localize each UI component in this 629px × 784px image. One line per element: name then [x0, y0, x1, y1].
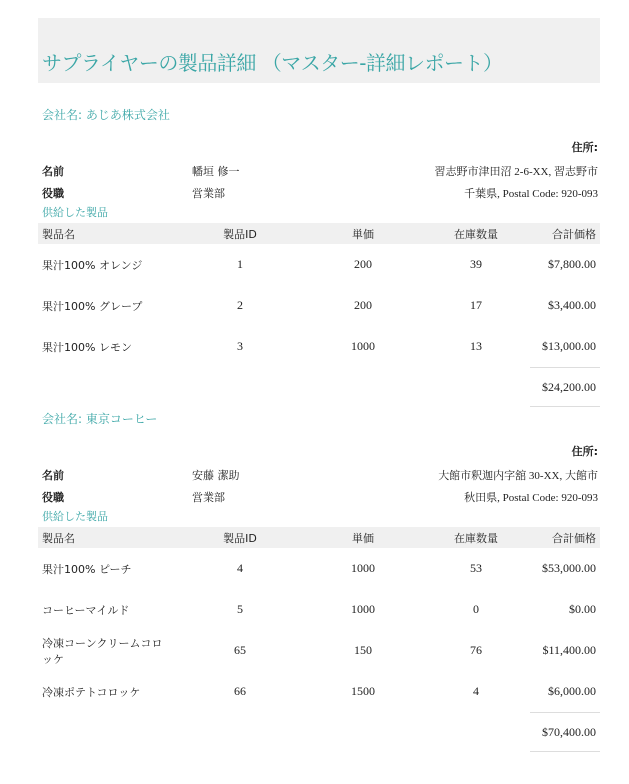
- total-spacer: [38, 368, 530, 407]
- contact-position: 営業部: [192, 187, 225, 200]
- grand-total: $24,200.00: [530, 368, 600, 407]
- products-table: [38, 223, 600, 407]
- cell-stock-quantity: 17: [470, 298, 482, 312]
- contact-position: 営業部: [192, 491, 225, 504]
- cell-total-price: $6,000.00: [548, 684, 596, 698]
- cell-unit-price: 1000: [351, 561, 375, 575]
- cell-unit-price: 1500: [351, 684, 375, 699]
- cell-product-id: 5: [237, 602, 243, 616]
- cell-unit-price: 150: [354, 643, 372, 657]
- cell-product-id: 1: [237, 257, 243, 271]
- table-header-row: [38, 223, 600, 244]
- contact-name: 安藤 潔助: [192, 469, 240, 482]
- cell-product-name: コーヒーマイルド: [42, 603, 130, 617]
- cell-total-price: $7,800.00: [548, 257, 596, 271]
- cell-unit-price: 1000: [351, 339, 375, 354]
- column-header-unit-price: 単価: [304, 223, 422, 244]
- report-title: サプライヤーの製品詳細 （マスター-詳細レポート）: [42, 51, 503, 75]
- address-line-2: 千葉県, Postal Code: 920-093: [464, 188, 598, 200]
- cell-stock-quantity: 53: [470, 561, 482, 575]
- cell-total-price: $0.00: [569, 602, 596, 616]
- total-row: [38, 368, 600, 407]
- cell-unit-price: 200: [354, 298, 372, 312]
- column-header-total: 合計価格: [530, 527, 600, 548]
- cell-product-id: 65: [234, 643, 246, 657]
- column-header-stock: 在庫数量: [422, 527, 530, 548]
- report-page: [38, 18, 600, 752]
- address-line-2: 秋田県, Postal Code: 920-093: [464, 492, 598, 504]
- products-table: [38, 527, 600, 752]
- total-spacer: [38, 713, 530, 752]
- contact-name: 幡垣 修一: [192, 165, 240, 178]
- total-row: [38, 713, 600, 752]
- cell-total-price: $3,400.00: [548, 298, 596, 312]
- column-header-product-name: 製品名: [38, 223, 176, 244]
- cell-product-id: 4: [237, 561, 243, 575]
- table-row: [38, 630, 600, 671]
- cell-stock-quantity: 76: [470, 643, 482, 657]
- position-label: 役職: [42, 187, 64, 200]
- cell-product-id: 3: [237, 339, 243, 354]
- table-row: [38, 671, 600, 713]
- cell-stock-quantity: 4: [473, 684, 479, 699]
- position-label: 役職: [42, 491, 64, 504]
- company-name: 会社名: あじあ株式会社: [42, 108, 170, 122]
- table-row: [38, 548, 600, 589]
- name-label: 名前: [42, 469, 64, 482]
- cell-product-name: 冷凍ポテトコロッケ: [42, 685, 141, 699]
- supplier-info: [38, 429, 600, 504]
- company-name: 会社名: 東京コーヒー: [42, 412, 158, 426]
- cell-product-name: 果汁100% グレープ: [42, 299, 143, 313]
- table-row: [38, 589, 600, 630]
- supplier-section: [38, 409, 600, 752]
- address-line-1: 大館市釈迦内字舘 30-XX, 大館市: [438, 470, 598, 482]
- report-header: [38, 18, 600, 83]
- address-line-1: 習志野市津田沼 2-6-XX, 習志野市: [434, 166, 598, 178]
- supplier-section: [38, 105, 600, 407]
- cell-unit-price: 1000: [351, 602, 375, 616]
- column-header-stock: 在庫数量: [422, 223, 530, 244]
- supplied-products-label: 供給した製品: [42, 510, 108, 523]
- column-header-unit-price: 単価: [304, 527, 422, 548]
- cell-product-name: 果汁100% ピーチ: [42, 562, 132, 576]
- table-row: [38, 326, 600, 368]
- address-label: 住所:: [571, 141, 598, 154]
- cell-product-name: 冷凍コーンクリームコロッケ: [42, 636, 163, 666]
- supplier-info: [38, 125, 600, 200]
- cell-stock-quantity: 39: [470, 257, 482, 271]
- column-header-product-name: 製品名: [38, 527, 176, 548]
- cell-product-name: 果汁100% オレンジ: [42, 258, 143, 272]
- column-header-product-id: 製品ID: [176, 223, 304, 244]
- cell-product-id: 66: [234, 684, 246, 699]
- cell-stock-quantity: 13: [470, 339, 482, 354]
- cell-product-id: 2: [237, 298, 243, 312]
- grand-total: $70,400.00: [530, 713, 600, 752]
- name-label: 名前: [42, 165, 64, 178]
- supplier-list: [38, 105, 600, 752]
- table-row: [38, 285, 600, 326]
- cell-product-name: 果汁100% レモン: [42, 340, 132, 354]
- column-header-product-id: 製品ID: [176, 527, 304, 548]
- cell-total-price: $11,400.00: [542, 643, 596, 657]
- address-label: 住所:: [571, 445, 598, 458]
- supplied-products-label: 供給した製品: [42, 206, 108, 219]
- column-header-total: 合計価格: [530, 223, 600, 244]
- cell-total-price: $13,000.00: [542, 339, 596, 353]
- table-row: [38, 244, 600, 285]
- table-header-row: [38, 527, 600, 548]
- cell-unit-price: 200: [354, 257, 372, 271]
- cell-stock-quantity: 0: [473, 602, 479, 616]
- cell-total-price: $53,000.00: [542, 561, 596, 575]
